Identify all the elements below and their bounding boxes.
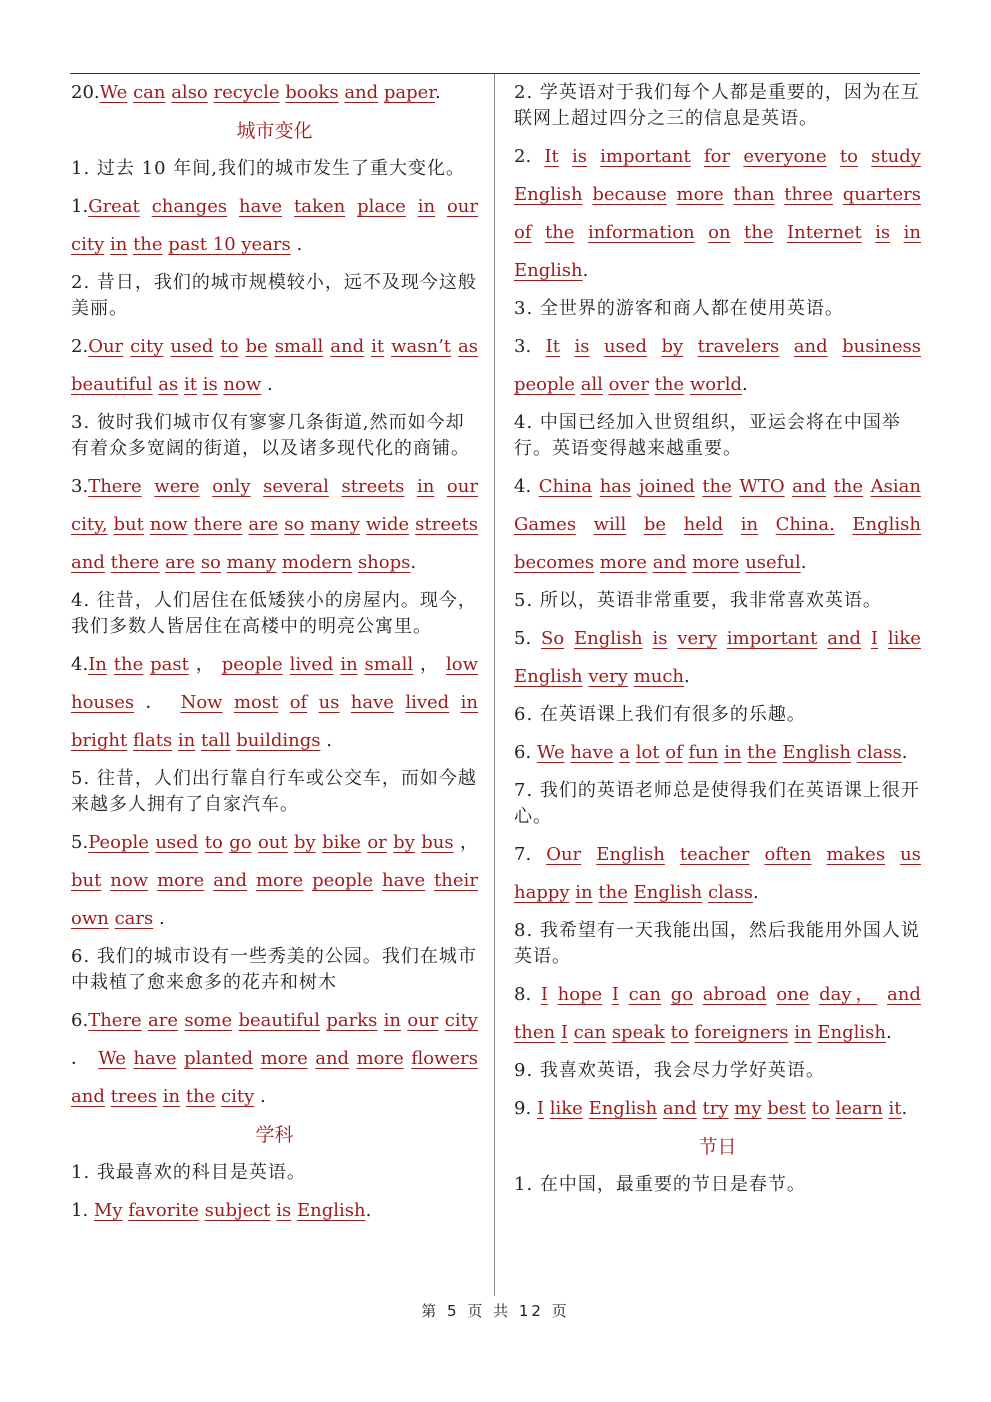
item-number: 7. — [514, 844, 547, 865]
answer-word: I — [870, 628, 879, 649]
answer-word: of — [514, 222, 532, 243]
answer-word: English — [852, 514, 921, 535]
answer-word: in — [383, 1010, 402, 1031]
item-number: 5. — [71, 832, 89, 853]
answer-word: in — [903, 222, 922, 243]
item-number: 3. — [514, 336, 546, 357]
answer-word: place — [357, 196, 406, 217]
answer-word: important — [726, 628, 818, 649]
answer-word: wide — [365, 514, 410, 535]
answer-word: joined — [638, 476, 695, 497]
answer-word: have — [381, 870, 426, 891]
answer-word: own — [71, 908, 109, 929]
answer-word: as — [158, 374, 179, 395]
answer-word: more — [676, 184, 724, 205]
answer-word: go — [670, 984, 694, 1005]
answer-word: English — [514, 184, 583, 205]
answer-word: We — [99, 82, 128, 103]
answer-word: is — [202, 374, 218, 395]
item-number: 4. — [71, 654, 89, 675]
answer-word: in — [575, 882, 593, 903]
answer-word: very — [677, 628, 717, 649]
answer-word: people — [312, 870, 374, 891]
answer-word: it — [183, 374, 197, 395]
answer-word: some — [184, 1010, 233, 1031]
english-answer: 3. It is used by travelers and business people all over the world. — [514, 336, 921, 395]
answer-word: over — [608, 374, 649, 395]
answer-word: abroad — [702, 984, 767, 1005]
answer-word: our — [446, 196, 478, 217]
chinese-prompt: 8. 我希望有一天我能出国，然后我能用外国人说英语。 — [514, 920, 920, 967]
english-answer: 8. I hope I can go abroad one day， and then I can speak to foreigners in English. — [514, 984, 921, 1043]
answer-word: favorite — [128, 1200, 199, 1221]
answer-word: are — [248, 514, 279, 535]
answer-word: very — [588, 666, 628, 687]
answer-word: many — [226, 552, 277, 573]
answer-word: in — [460, 692, 478, 713]
answer-word: can — [573, 1022, 607, 1043]
answer-word: by — [294, 832, 316, 853]
answer-word: only — [212, 476, 251, 497]
answer-word: more — [599, 552, 647, 573]
answer-word: Now — [180, 692, 223, 713]
answer-word: best — [767, 1098, 806, 1119]
answer-word: day， — [819, 984, 878, 1005]
answer-word: Our — [546, 844, 582, 865]
answer-word: the — [744, 222, 774, 243]
answer-word: and — [827, 628, 862, 649]
answer-word: bike — [322, 832, 361, 853]
answer-word: parks — [326, 1010, 378, 1031]
answer-word: in — [724, 742, 742, 763]
answer-word: houses — [71, 692, 135, 713]
english-answer: 20.We can also recycle books and paper. — [71, 82, 441, 103]
answer-word: city — [444, 1010, 478, 1031]
answer-word: recycle — [213, 82, 280, 103]
answer-word: the — [544, 222, 575, 243]
answer-word: in — [794, 1022, 812, 1043]
answer-word: by — [661, 336, 684, 357]
answer-word: the — [654, 374, 685, 395]
answer-word: city — [130, 336, 164, 357]
answer-word: So — [541, 628, 565, 649]
answer-word: then — [514, 1022, 556, 1043]
answer-word: flowers — [411, 1048, 478, 1069]
answer-word: I — [540, 984, 548, 1005]
english-answer: 7. Our English teacher often makes us happy in the English class. — [514, 844, 921, 903]
answer-word: in — [162, 1086, 181, 1107]
column-divider — [494, 74, 495, 1296]
answer-word: wasn’t — [391, 336, 452, 357]
answer-word: on — [708, 222, 731, 243]
chinese-prompt: 3. 全世界的游客和商人都在使用英语。 — [514, 298, 844, 319]
chinese-prompt: 9. 我喜欢英语，我会尽力学好英语。 — [514, 1060, 825, 1081]
answer-word: by — [393, 832, 415, 853]
answer-word: is — [652, 628, 668, 649]
section-heading: 学科 — [255, 1124, 294, 1146]
answer-word: can — [133, 82, 166, 103]
english-answer: 5.People used to go out by bike or by bus ， but now more and more people have their own cars . — [71, 832, 479, 929]
answer-word: beautiful — [71, 374, 153, 395]
answer-word: in — [109, 234, 128, 255]
answer-word: also — [171, 82, 208, 103]
answer-word: and — [793, 336, 828, 357]
section-heading: 城市变化 — [236, 120, 313, 142]
answer-word: in — [340, 654, 358, 675]
english-answer: 6.There are some beautiful parks in our city ． We have planted more and more flowers and trees in the city . — [71, 1010, 478, 1107]
english-answer: 2. It is important for everyone to study English because more than three quarters of the information on the Internet is in English. — [514, 146, 922, 281]
english-answer: 1.Great changes have taken place in our city in the past 10 years . — [71, 196, 478, 255]
answer-word: many — [310, 514, 360, 535]
answer-word: small — [364, 654, 414, 675]
chinese-prompt: 1. 我最喜欢的科目是英语。 — [71, 1162, 306, 1183]
answer-word: books — [285, 82, 339, 103]
item-number: 3. — [71, 476, 89, 497]
answer-word: There — [88, 476, 142, 497]
answer-word: a — [619, 742, 630, 763]
answer-word: People — [88, 832, 149, 853]
answer-word: but — [113, 514, 144, 535]
answer-word: English — [596, 844, 665, 865]
chinese-prompt: 6. 在英语课上我们有很多的乐趣。 — [514, 704, 806, 725]
answer-word: bus — [421, 832, 454, 853]
answer-word: one — [776, 984, 810, 1005]
answer-word: and — [330, 336, 365, 357]
answer-word: cars — [114, 908, 154, 929]
answer-word: modern — [281, 552, 353, 573]
answer-word: Our — [88, 336, 124, 357]
answer-word: the — [185, 1086, 216, 1107]
answer-word: to — [220, 336, 239, 357]
answer-word: has — [599, 476, 632, 497]
answer-word: now — [149, 514, 188, 535]
answer-word: city — [71, 234, 105, 255]
item-number: 8. — [514, 984, 541, 1005]
answer-word: streets — [341, 476, 405, 497]
answer-word: there — [110, 552, 160, 573]
english-answer: 5. So English is very important and I like English very much. — [514, 628, 921, 687]
answer-word: and — [71, 552, 105, 573]
answer-word: past 10 years — [168, 234, 291, 255]
chinese-prompt: 7. 我们的英语老师总是使得我们在英语课上很开心。 — [514, 780, 920, 827]
answer-word: than — [733, 184, 775, 205]
answer-word: Internet — [787, 222, 862, 243]
answer-word: because — [592, 184, 667, 205]
answer-word: try — [702, 1098, 729, 1119]
item-number: 1. — [71, 1200, 94, 1221]
answer-word: class — [856, 742, 902, 763]
item-number: 6. — [71, 1010, 89, 1031]
answer-word: is — [574, 336, 590, 357]
answer-word: world — [689, 374, 743, 395]
answer-word: can — [628, 984, 662, 1005]
answer-word: class — [707, 882, 753, 903]
answer-word: travelers — [697, 336, 780, 357]
chinese-prompt: 5. 所以，英语非常重要，我非常喜欢英语。 — [514, 590, 882, 611]
answer-word: speak — [611, 1022, 665, 1043]
answer-word: to — [811, 1098, 830, 1119]
answer-word: small — [274, 336, 324, 357]
answer-word: beautiful — [238, 1010, 320, 1031]
answer-word: so — [200, 552, 221, 573]
right-column — [514, 74, 921, 1204]
answer-word: like — [549, 1098, 583, 1119]
answer-word: paper — [383, 82, 435, 103]
answer-word: my — [734, 1098, 762, 1119]
answer-word: English — [514, 666, 583, 687]
english-answer: 9. I like English and try my best to learn it. — [514, 1098, 908, 1119]
answer-word: out — [257, 832, 288, 853]
answer-word: used — [170, 336, 214, 357]
chinese-prompt: 4. 往昔，人们居住在低矮狭小的房屋内。现今，我们多数人皆居住在高楼中的明亮公寓里。 — [71, 590, 477, 637]
answer-word: tall — [201, 730, 231, 751]
answer-word: us — [900, 844, 921, 865]
answer-word: of — [665, 742, 683, 763]
answer-word: the — [133, 234, 163, 255]
answer-word: in — [740, 514, 759, 535]
answer-word: our — [446, 476, 478, 497]
answer-word: more — [255, 870, 304, 891]
answer-word: like — [887, 628, 921, 649]
english-answer: 1. My favorite subject is English. — [71, 1200, 372, 1221]
answer-word: and — [71, 1086, 105, 1107]
answer-word: past — [150, 654, 189, 675]
answer-word: but — [71, 870, 102, 891]
answer-word: In — [88, 654, 107, 675]
answer-word: of — [289, 692, 308, 713]
answer-word: important — [600, 146, 691, 167]
answer-word: to — [204, 832, 223, 853]
chinese-prompt: 5. 往昔，人们出行靠自行车或公交车，而如今越来越多人拥有了自家汽车。 — [71, 768, 477, 815]
answer-word: everyone — [743, 146, 827, 167]
answer-word: it — [888, 1098, 902, 1119]
answer-word: and — [662, 1098, 697, 1119]
english-answer: 6. We have a lot of fun in the English class. — [514, 742, 908, 763]
answer-word: be — [643, 514, 667, 535]
english-answer: 2.Our city used to be small and it wasn’t as beautiful as it is now . — [71, 336, 479, 395]
answer-word: taken — [294, 196, 346, 217]
answer-word: so — [284, 514, 305, 535]
item-number: 9. — [514, 1098, 537, 1119]
answer-word: the — [113, 654, 144, 675]
answer-word: Great — [88, 196, 140, 217]
answer-word: have — [350, 692, 394, 713]
answer-word: is — [571, 146, 587, 167]
left-column — [71, 74, 478, 1230]
answer-word: We — [98, 1048, 126, 1069]
answer-word: bright — [71, 730, 128, 751]
answer-word: and — [792, 476, 827, 497]
chinese-prompt: 4. 中国已经加入世贸组织，亚运会将在中国举行。英语变得越来越重要。 — [514, 412, 901, 459]
answer-word: It — [544, 146, 559, 167]
answer-word: study — [871, 146, 921, 167]
answer-word: people — [514, 374, 575, 395]
answer-word: becomes — [514, 552, 595, 573]
answer-word: in — [416, 476, 435, 497]
english-answer: 3.There were only several streets in our city, but now there are so many wide streets and there are so many modern shops. — [71, 476, 478, 573]
answer-word: are — [165, 552, 196, 573]
answer-word: held — [683, 514, 724, 535]
answer-word: foreigners — [694, 1022, 789, 1043]
answer-word: and — [887, 984, 921, 1005]
answer-word: and — [344, 82, 379, 103]
page-footer: 第 5 页 共 12 页 — [421, 1302, 570, 1320]
answer-word: English — [588, 1098, 658, 1119]
answer-word: now — [223, 374, 262, 395]
answer-word: information — [587, 222, 695, 243]
answer-word: I — [560, 1022, 568, 1043]
answer-word: trees — [110, 1086, 157, 1107]
answer-word: more — [692, 552, 740, 573]
answer-word: hope — [557, 984, 603, 1005]
answer-word: lot — [635, 742, 660, 763]
answer-word: it — [371, 336, 385, 357]
answer-word: low — [446, 654, 479, 675]
answer-word: go — [229, 832, 252, 853]
answer-word: streets — [415, 514, 478, 535]
answer-word: there — [193, 514, 243, 535]
answer-word: lived — [289, 654, 334, 675]
answer-word: English — [817, 1022, 886, 1043]
answer-word: I — [536, 1098, 545, 1119]
item-number: 5. — [514, 628, 542, 649]
answer-word: the — [833, 476, 864, 497]
answer-word: subject — [204, 1200, 271, 1221]
answer-word: in — [177, 730, 196, 751]
answer-word: is — [875, 222, 891, 243]
answer-word: have — [133, 1048, 177, 1069]
chinese-prompt: 2. 昔日，我们的城市规模较小，远不及现今这般美丽。 — [71, 272, 477, 319]
answer-word: China. — [775, 514, 835, 535]
answer-word: the — [747, 742, 777, 763]
answer-word: There — [88, 1010, 142, 1031]
chinese-prompt: 2. 学英语对于我们每个人都是重要的，因为在互联网上超过四分之三的信息是英语。 — [514, 82, 920, 129]
answer-word: makes — [826, 844, 886, 865]
item-number: 6. — [514, 742, 537, 763]
answer-word: or — [367, 832, 387, 853]
answer-word: to — [670, 1022, 689, 1043]
answer-word: to — [839, 146, 858, 167]
answer-word: several — [263, 476, 329, 497]
answer-word: and — [315, 1048, 350, 1069]
answer-word: most — [233, 692, 279, 713]
answer-word: happy — [514, 882, 570, 903]
chinese-prompt: 3. 彼时我们城市仅有寥寥几条街道,然而如今却有着众多宽阔的街道，以及诸多现代化的商铺。 — [71, 412, 470, 459]
answer-word: more — [356, 1048, 404, 1069]
item-number: 2. — [71, 336, 89, 357]
answer-word: often — [764, 844, 812, 865]
answer-word: as — [458, 336, 479, 357]
answer-word: quarters — [842, 184, 921, 205]
answer-word: Asian — [870, 476, 921, 497]
answer-word: the — [702, 476, 732, 497]
english-answer: 4. China has joined the WTO and the Asian Games will be held in China. English becomes more and more useful. — [514, 476, 921, 573]
answer-word: will — [593, 514, 627, 535]
answer-word: city, — [71, 514, 108, 535]
section-heading: 节日 — [698, 1136, 737, 1158]
item-number: 4. — [514, 476, 539, 497]
answer-word: useful — [745, 552, 801, 573]
answer-word: planted — [184, 1048, 254, 1069]
answer-word: city — [221, 1086, 255, 1107]
answer-word: and — [213, 870, 248, 891]
answer-word: now — [110, 870, 149, 891]
item-number: 1. — [71, 196, 89, 217]
answer-word: lived — [405, 692, 450, 713]
answer-word: learn — [835, 1098, 883, 1119]
chinese-prompt: 1. 过去 10 年间,我们的城市发生了重大变化。 — [71, 158, 465, 179]
answer-word: It — [545, 336, 560, 357]
answer-word: English — [574, 628, 643, 649]
answer-word: business — [842, 336, 921, 357]
answer-word: shops — [357, 552, 411, 573]
answer-word: three — [784, 184, 834, 205]
answer-word: flats — [132, 730, 173, 751]
chinese-prompt: 1. 在中国，最重要的节日是春节。 — [514, 1174, 806, 1195]
answer-word: used — [603, 336, 647, 357]
answer-word: used — [155, 832, 199, 853]
answer-word: English — [633, 882, 703, 903]
answer-word: is — [276, 1200, 292, 1221]
answer-word: our — [407, 1010, 439, 1031]
answer-word: Games — [514, 514, 577, 535]
answer-word: buildings — [236, 730, 321, 751]
answer-word: English — [297, 1200, 366, 1221]
answer-word: WTO — [739, 476, 785, 497]
answer-word: much — [633, 666, 685, 687]
answer-word: teacher — [679, 844, 750, 865]
answer-word: are — [148, 1010, 179, 1031]
answer-word: changes — [151, 196, 228, 217]
answer-word: were — [154, 476, 200, 497]
answer-word: their — [434, 870, 478, 891]
answer-word: English — [782, 742, 851, 763]
answer-word: in — [417, 196, 436, 217]
answer-word: have — [570, 742, 614, 763]
answer-word: and — [652, 552, 687, 573]
answer-word: us — [318, 692, 340, 713]
answer-word: English — [514, 260, 583, 281]
english-answer: 4.In the past ， people lived in small ， low houses ． Now most of us have lived in bright flats in tall buildings . — [71, 654, 479, 751]
answer-word: China — [538, 476, 593, 497]
item-number: 20. — [71, 82, 100, 103]
answer-word: have — [239, 196, 283, 217]
answer-word: people — [221, 654, 283, 675]
answer-word: more — [157, 870, 205, 891]
answer-word: be — [245, 336, 268, 357]
answer-word: the — [598, 882, 628, 903]
chinese-prompt: 6. 我们的城市设有一些秀美的公园。我们在城市中栽植了愈来愈多的花卉和树木 — [71, 946, 477, 993]
answer-word: all — [580, 374, 603, 395]
answer-word: for — [703, 146, 731, 167]
answer-word: fun — [688, 742, 719, 763]
answer-word: more — [260, 1048, 308, 1069]
answer-word: We — [536, 742, 565, 763]
answer-word: My — [93, 1200, 123, 1221]
item-number: 2. — [514, 146, 545, 167]
answer-word: I — [611, 984, 619, 1005]
